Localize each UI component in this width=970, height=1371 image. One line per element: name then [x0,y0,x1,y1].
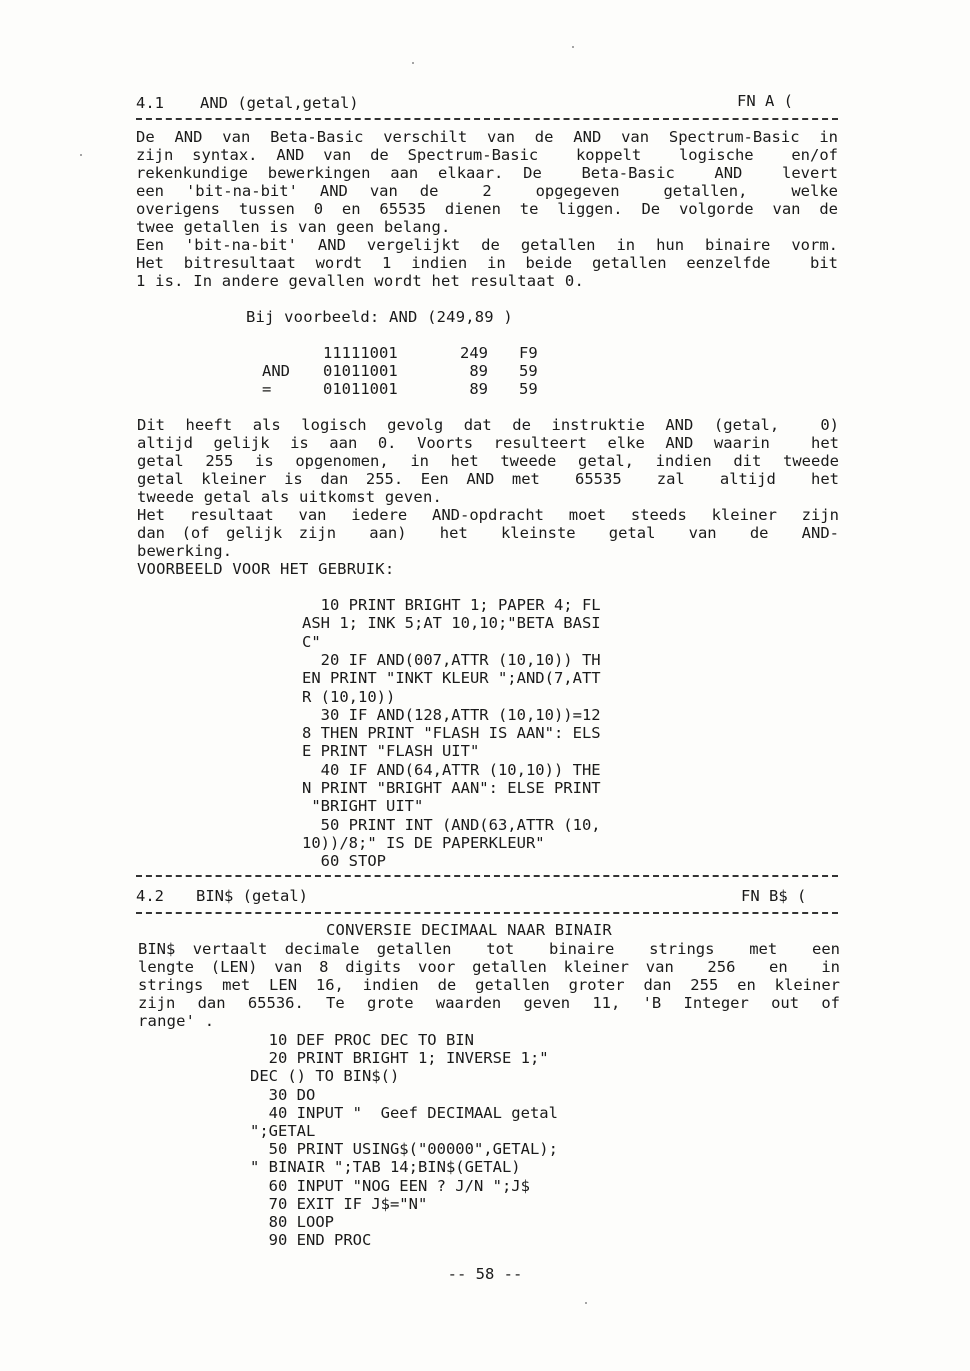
code-line: E PRINT "FLASH UIT" [302,742,480,761]
table-decimal: 249 [460,344,488,362]
code-line: 50 PRINT INT (AND(63,ATTR (10, [302,815,601,834]
section-title: BIN$ (getal) [196,887,308,905]
text-line: getal 255 is opgenomen, in het tweede getal, indien dit tweede [137,452,839,470]
text-line: overigens tussen 0 en 65535 dienen te liggen. De volgorde van de [136,200,838,218]
section-number: 4.2 [136,887,164,905]
text-line: 1 is. In andere gevallen wordt het resultaat 0. [136,272,584,290]
code-line: 8 THEN PRINT "FLASH IS AAN": ELS [302,724,601,743]
fn-label: FN B$ ( [741,887,807,905]
page-number: -- 58 -- [447,1265,523,1283]
code-line: 20 PRINT BRIGHT 1; INVERSE 1;" [250,1049,549,1068]
text-line: twee getallen is van geen belang. [136,218,451,236]
fn-label: FN A ( [737,92,793,110]
code-line: 30 DO [250,1085,316,1104]
code-line: "BRIGHT UIT" [302,797,424,816]
code-line: R (10,10)) [302,687,396,706]
code-line: 80 LOOP [250,1213,334,1231]
text-line: lengte (LEN) van 8 digits voor getallen kleiner van 256 en in [138,958,840,976]
text-line: Een 'bit-na-bit' AND vergelijkt de getallen in hun binaire vorm. [136,236,838,254]
text-line: Het resultaat van iedere AND-opdracht moet steeds kleiner zijn [137,506,839,524]
section-title: AND (getal,getal) [200,94,359,112]
scan-speck [80,154,82,156]
table-hex: 59 [519,380,538,398]
code-line: 40 INPUT " Geef DECIMAAL getal [250,1103,558,1122]
table-decimal: 89 [469,380,488,398]
code-line: ASH 1; INK 5;AT 10,10;"BETA BASI [302,614,601,633]
text-line: bewerking. [137,542,233,560]
code-line: " BINAIR ";TAB 14;BIN$(GETAL) [250,1158,521,1177]
code-line: 10 PRINT BRIGHT 1; PAPER 4; FL [302,596,601,614]
table-binary: 01011001 [323,380,398,398]
text-line: range' . [138,1012,215,1030]
text-line: een 'bit-na-bit' AND van de 2 opgegeven getallen, welke [136,182,838,200]
text-line: zijn syntax. AND van de Spectrum-Basic koppelt logische en/of [136,146,838,164]
text-line: zijn dan 65536. Te grote waarden geven 11, 'B Integer out of [138,994,840,1012]
table-decimal: 89 [469,362,488,380]
section-subtitle: CONVERSIE DECIMAAL NAAR BINAIR [326,921,612,939]
text-line: strings met LEN 16, indien de getallen groter dan 255 en kleiner [138,976,840,994]
table-operator: = [262,380,272,398]
text-line: Het bitresultaat wordt 1 indien in beide getallen eenzelfde bit [136,254,838,272]
divider [136,875,838,877]
code-line: 10 DEF PROC DEC TO BIN [250,1031,474,1049]
section-number: 4.1 [136,94,164,112]
scan-speck [412,62,414,64]
code-line: EN PRINT "INKT KLEUR ";AND(7,ATT [302,669,601,688]
code-line: 10))/8;" IS DE PAPERKLEUR" [302,833,545,852]
code-line: 70 EXIT IF J$="N" [250,1194,428,1213]
text-line: tweede getal als uitkomst geven. [137,488,443,506]
text-line: getal kleiner is dan 255. Een AND met 65535 zal altijd het [137,470,839,488]
code-line: 40 IF AND(64,ATTR (10,10)) THE [302,760,601,779]
table-hex: 59 [519,362,538,380]
table-binary: 11111001 [323,344,398,362]
scan-speck [572,46,574,48]
text-line: dan (of gelijk zijn aan) het kleinste getal van de AND- [137,524,839,542]
code-line: C" [302,632,321,651]
text-line: BIN$ vertaalt decimale getallen tot binaire strings met een [138,940,840,958]
code-line: 60 STOP [302,852,386,871]
text-line: altijd gelijk is aan 0. Voorts resulteert elke AND waarin het [137,434,839,452]
divider [136,118,838,120]
text-line: Dit heeft als logisch gevolg dat de instruktie AND (getal, 0) [137,416,839,434]
text-line: VOORBEELD VOOR HET GEBRUIK: [137,560,395,578]
scan-speck [585,1302,587,1304]
code-line: DEC () TO BIN$() [250,1067,400,1086]
divider [136,912,838,914]
table-operator: AND [262,362,290,380]
code-line: 90 END PROC [250,1231,372,1250]
code-line: 30 IF AND(128,ATTR (10,10))=12 [302,705,601,724]
table-binary: 01011001 [323,362,398,380]
code-line: 50 PRINT USING$("00000",GETAL); [250,1140,558,1159]
example-label: Bij voorbeeld: AND (249,89 ) [246,308,513,326]
code-line: N PRINT "BRIGHT AAN": ELSE PRINT [302,779,601,797]
code-line: 60 INPUT "NOG EEN ? J/N ";J$ [250,1176,530,1195]
table-hex: F9 [519,344,538,362]
text-line: rekenkundige bewerkingen aan elkaar. De Beta-Basic AND levert [136,164,838,182]
text-line: De AND van Beta-Basic verschilt van de AND van Spectrum-Basic in [136,128,838,146]
code-line: ";GETAL [250,1122,316,1140]
code-line: 20 IF AND(007,ATTR (10,10)) TH [302,650,601,669]
